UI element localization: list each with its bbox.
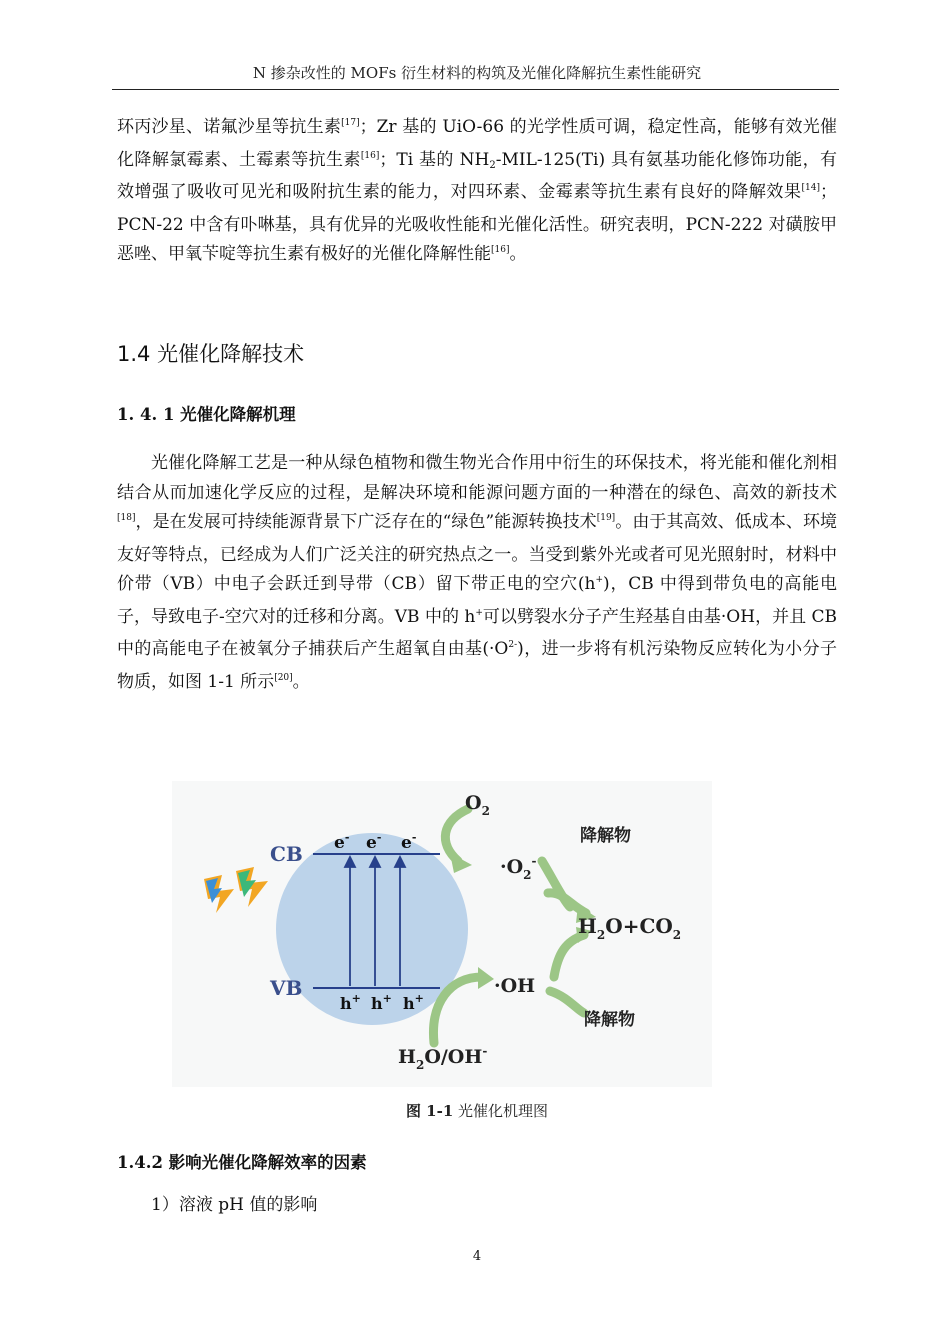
section-title: 1.4 光催化降解技术	[117, 342, 305, 366]
cb-label: CB	[270, 842, 303, 866]
hole-label: h+	[340, 992, 361, 1013]
final-product-label: $H_2O+CO_2$	[578, 914, 682, 942]
water-label: $H_2O/OH^-$	[398, 1044, 488, 1072]
oxygen-label: $O_2$	[465, 792, 490, 818]
header-rule	[112, 89, 839, 90]
citation: [16]	[360, 150, 380, 161]
degradation-product-label-bottom: 降解物	[584, 1010, 635, 1030]
electron-label: e-	[401, 831, 417, 853]
citation: [16]	[491, 245, 510, 255]
citation: [14]	[801, 183, 820, 193]
subsection-title-factors: 1.4.2 影响光催化降解效率的因素	[117, 1153, 367, 1172]
hydroxyl-label: ·OH	[494, 975, 536, 997]
paragraph-mof-examples: 环丙沙星、诺氟沙星等抗生素[17]；Zr 基的 UiO-66 的光学性质可调，稳定性高，能够有效光催化降解氯霉素、土霉素等抗生素[16]；Ti 基的 $NH_2-MIL-125(Ti)$ 具有氨基功能化修饰功能，有效增强了吸收可见光和吸附抗生素的能力，对四环素、金霉素等抗生素有良好的降解效果[14]；PCN-22 中含有卟啉基，具有优异的光吸收性能和光催化活性。研究表明，PCN-222 对磺胺甲恶唑、甲氧苄啶等抗生素有极好的光催化降解性能[16]。	[117, 117, 838, 264]
photocatalysis-mechanism-figure	[172, 781, 712, 1087]
hole-label: h+	[371, 992, 392, 1013]
figure-caption: 图 1-1 光催化机理图	[405, 1102, 549, 1120]
citation: [20]	[274, 672, 293, 683]
subsection-title-mechanism: 1. 4. 1 光催化降解机理	[117, 405, 296, 424]
superoxide-label: $\cdot O_2^-$	[500, 854, 537, 882]
hole-label: h+	[403, 992, 424, 1013]
citation: [19]	[596, 513, 616, 523]
running-header: N 掺杂改性的 MOFs 衍生材料的构筑及光催化降解抗生素性能研究	[252, 64, 702, 82]
vb-label: VB	[270, 976, 303, 1000]
page-number: 4	[472, 1249, 482, 1264]
citation: [17]	[341, 118, 360, 128]
citation: [18]	[117, 513, 136, 523]
electron-label: e-	[366, 831, 382, 853]
electron-label: e-	[334, 831, 350, 853]
paragraph-mechanism: 光催化降解工艺是一种从绿色植物和微生物光合作用中衍生的环保技术，将光能和催化剂相结合从而加速化学反应的过程，是解决环境和能源问题方面的一种潜在的绿色、高效的新技术[18]，是在发展可持续能源背景下广泛存在的“绿色”能源转换技术[19]。由于其高效、低成本、环境友好等特点，已经成为人们广泛关注的研究热点之一。当受到紫外光或者可见光照射时，材料中价带（VB）中电子会跃迁到导带（CB）留下带正电的空穴(h+)，CB 中得到带负电的高能电子，导致电子-空穴对的迁移和分离。VB 中的 h+可以劈裂水分子产生羟基自由基·OH，并且 CB 中的高能电子在被氧分子捕获后产生超氧自由基$(\cdot O^{2-})$，进一步将有机污染物反应转化为小分子物质，如图 1-1 所示[20]。	[117, 453, 838, 692]
degradation-product-label-top: 降解物	[580, 826, 631, 846]
list-item-ph: 1）溶液 pH 值的影响	[151, 1195, 318, 1215]
